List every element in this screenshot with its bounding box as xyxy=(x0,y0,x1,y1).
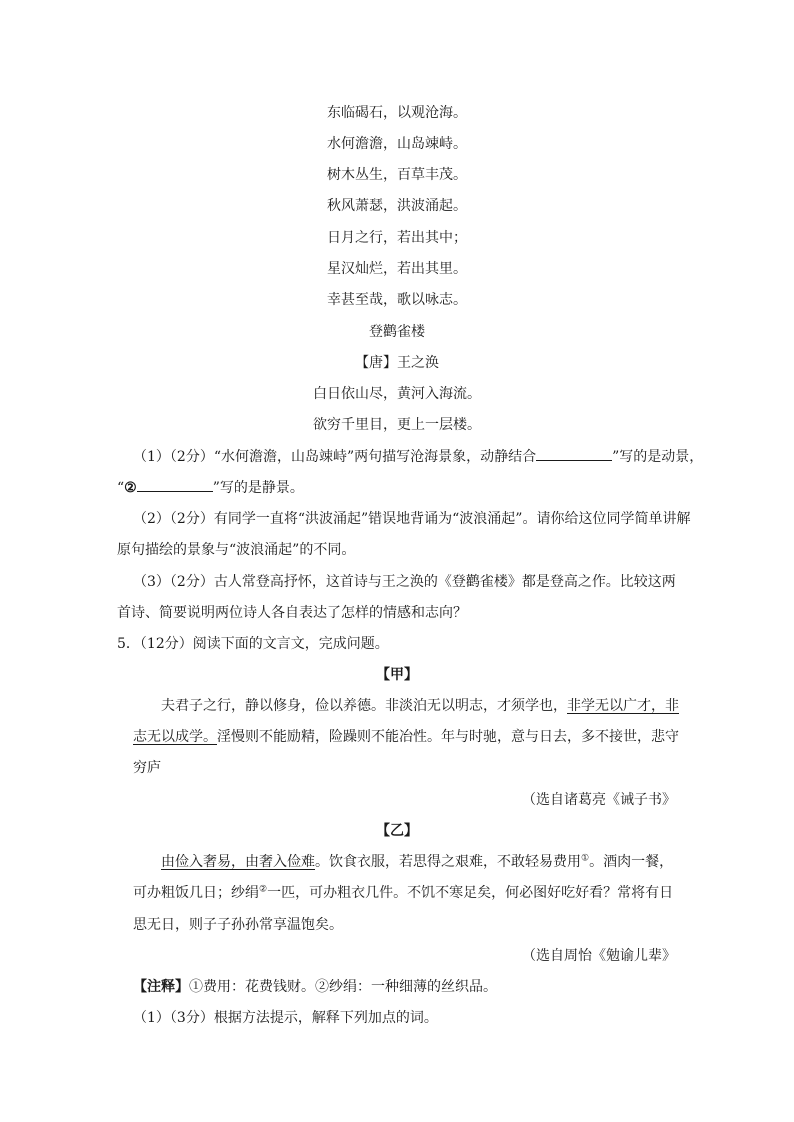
poem2-line-2: 欲穷千里目，更上一层楼。 xyxy=(313,417,481,433)
q4-sub2-line1: （2）（2分）有同学一直将“洪波涌起”错误地背诵为“波浪涌起”。请你给这位同学简单讲解 xyxy=(133,511,691,527)
yi-underlined: 由俭入奢易，由奢入俭难 xyxy=(161,854,315,870)
q5-header: 5．（12分）阅读下面的文言文，完成问题。 xyxy=(117,636,389,652)
yi-line-2-a: 可办粗饭几日；纱绢 xyxy=(133,885,259,901)
jia-line-1 xyxy=(161,695,679,715)
poem1-line-1: 东临碣石，以观沧海。 xyxy=(327,105,467,121)
jia-line-1-plain: 夫君子之行，静以修身，俭以养德。非淡泊无以明志，才须学也， xyxy=(161,698,567,714)
poem1-line-7: 幸甚至哉，歌以咏志。 xyxy=(327,292,467,308)
jia-underlined-1: 非学无以广才，非 xyxy=(567,698,679,714)
q4-sub3-line2: 首诗、简要说明两位诗人各自表达了怎样的情感和志向？ xyxy=(117,605,467,621)
q4-sub1-line1 xyxy=(133,446,703,466)
q5-sub1: （1）（3分）根据方法提示，解释下列加点的词。 xyxy=(133,1010,438,1026)
jia-line-3: 穷庐 xyxy=(133,760,161,776)
circle-number-2: ② xyxy=(124,480,137,496)
yi-line-1-end: 。酒肉一餐， xyxy=(589,854,674,870)
q4-sub1-text-d: ”写的是静景。 xyxy=(212,480,304,496)
yi-source: （选自周怡《勉谕儿辈》 xyxy=(522,948,676,964)
q4-sub1-text-a: （1）（2分）“水何澹澹，山岛竦峙”两句描写沧海景象，动静结合 xyxy=(133,449,537,465)
jia-line-2 xyxy=(133,726,679,746)
q4-sub1-text-b: ”写的是动景， xyxy=(612,449,704,465)
poem2-line-1: 白日依山尽，黄河入海流。 xyxy=(313,386,481,402)
q4-sub1-text-c: “ xyxy=(117,480,125,496)
footnote-mark-1: ① xyxy=(581,853,590,864)
poem1-line-6: 星汉灿烂，若出其里。 xyxy=(327,261,467,277)
yi-title: 【乙】 xyxy=(376,823,418,839)
q4-sub3-line1: （3）（2分）古人常登高抒怀，这首诗与王之涣的《登鹳雀楼》都是登高之作。比较这两 xyxy=(133,574,676,590)
poem1-line-3: 树木丛生，百草丰茂。 xyxy=(327,167,467,183)
jia-underlined-2: 志无以成学。 xyxy=(133,729,217,745)
notes-text: ①费用：花费钱财。②纱绢：一种细薄的丝织品。 xyxy=(189,979,497,995)
yi-line-2 xyxy=(133,882,673,902)
poem1-line-5: 日月之行，若出其中； xyxy=(327,230,467,246)
jia-source: （选自诸葛亮《诫子书》 xyxy=(522,792,676,808)
notes xyxy=(133,976,497,996)
poem2-author: 【唐】王之涣 xyxy=(355,355,439,371)
jia-title: 【甲】 xyxy=(376,667,418,683)
poem1-line-4: 秋风萧瑟，洪波涌起。 xyxy=(327,198,467,214)
answer-blank-1[interactable] xyxy=(536,448,612,461)
notes-label: 【注释】 xyxy=(133,979,189,995)
q4-sub2-line2: 原句描绘的景象与“波浪涌起”的不同。 xyxy=(117,542,356,558)
jia-line-2-plain: 淫慢则不能励精，险躁则不能冶性。年与时驰，意与日去，多不接世，悲守 xyxy=(217,729,679,745)
footnote-mark-2: ② xyxy=(259,884,268,895)
yi-line-3: 思无日，则子子孙孙常享温饱矣。 xyxy=(133,917,343,933)
poem1-line-2: 水何澹澹，山岛竦峙。 xyxy=(327,136,467,152)
poem2-title: 登鹳雀楼 xyxy=(369,324,425,340)
answer-blank-2[interactable] xyxy=(137,479,213,492)
yi-line-1 xyxy=(161,851,673,871)
yi-line-1-plain: 。饮食衣服，若思得之艰难，不敢轻易费用 xyxy=(315,854,581,870)
yi-line-2-b: 一匹，可办粗衣几件。不饥不寒足矣，何必图好吃好看？常将有日 xyxy=(267,885,674,901)
q4-sub1-line2 xyxy=(117,477,304,497)
